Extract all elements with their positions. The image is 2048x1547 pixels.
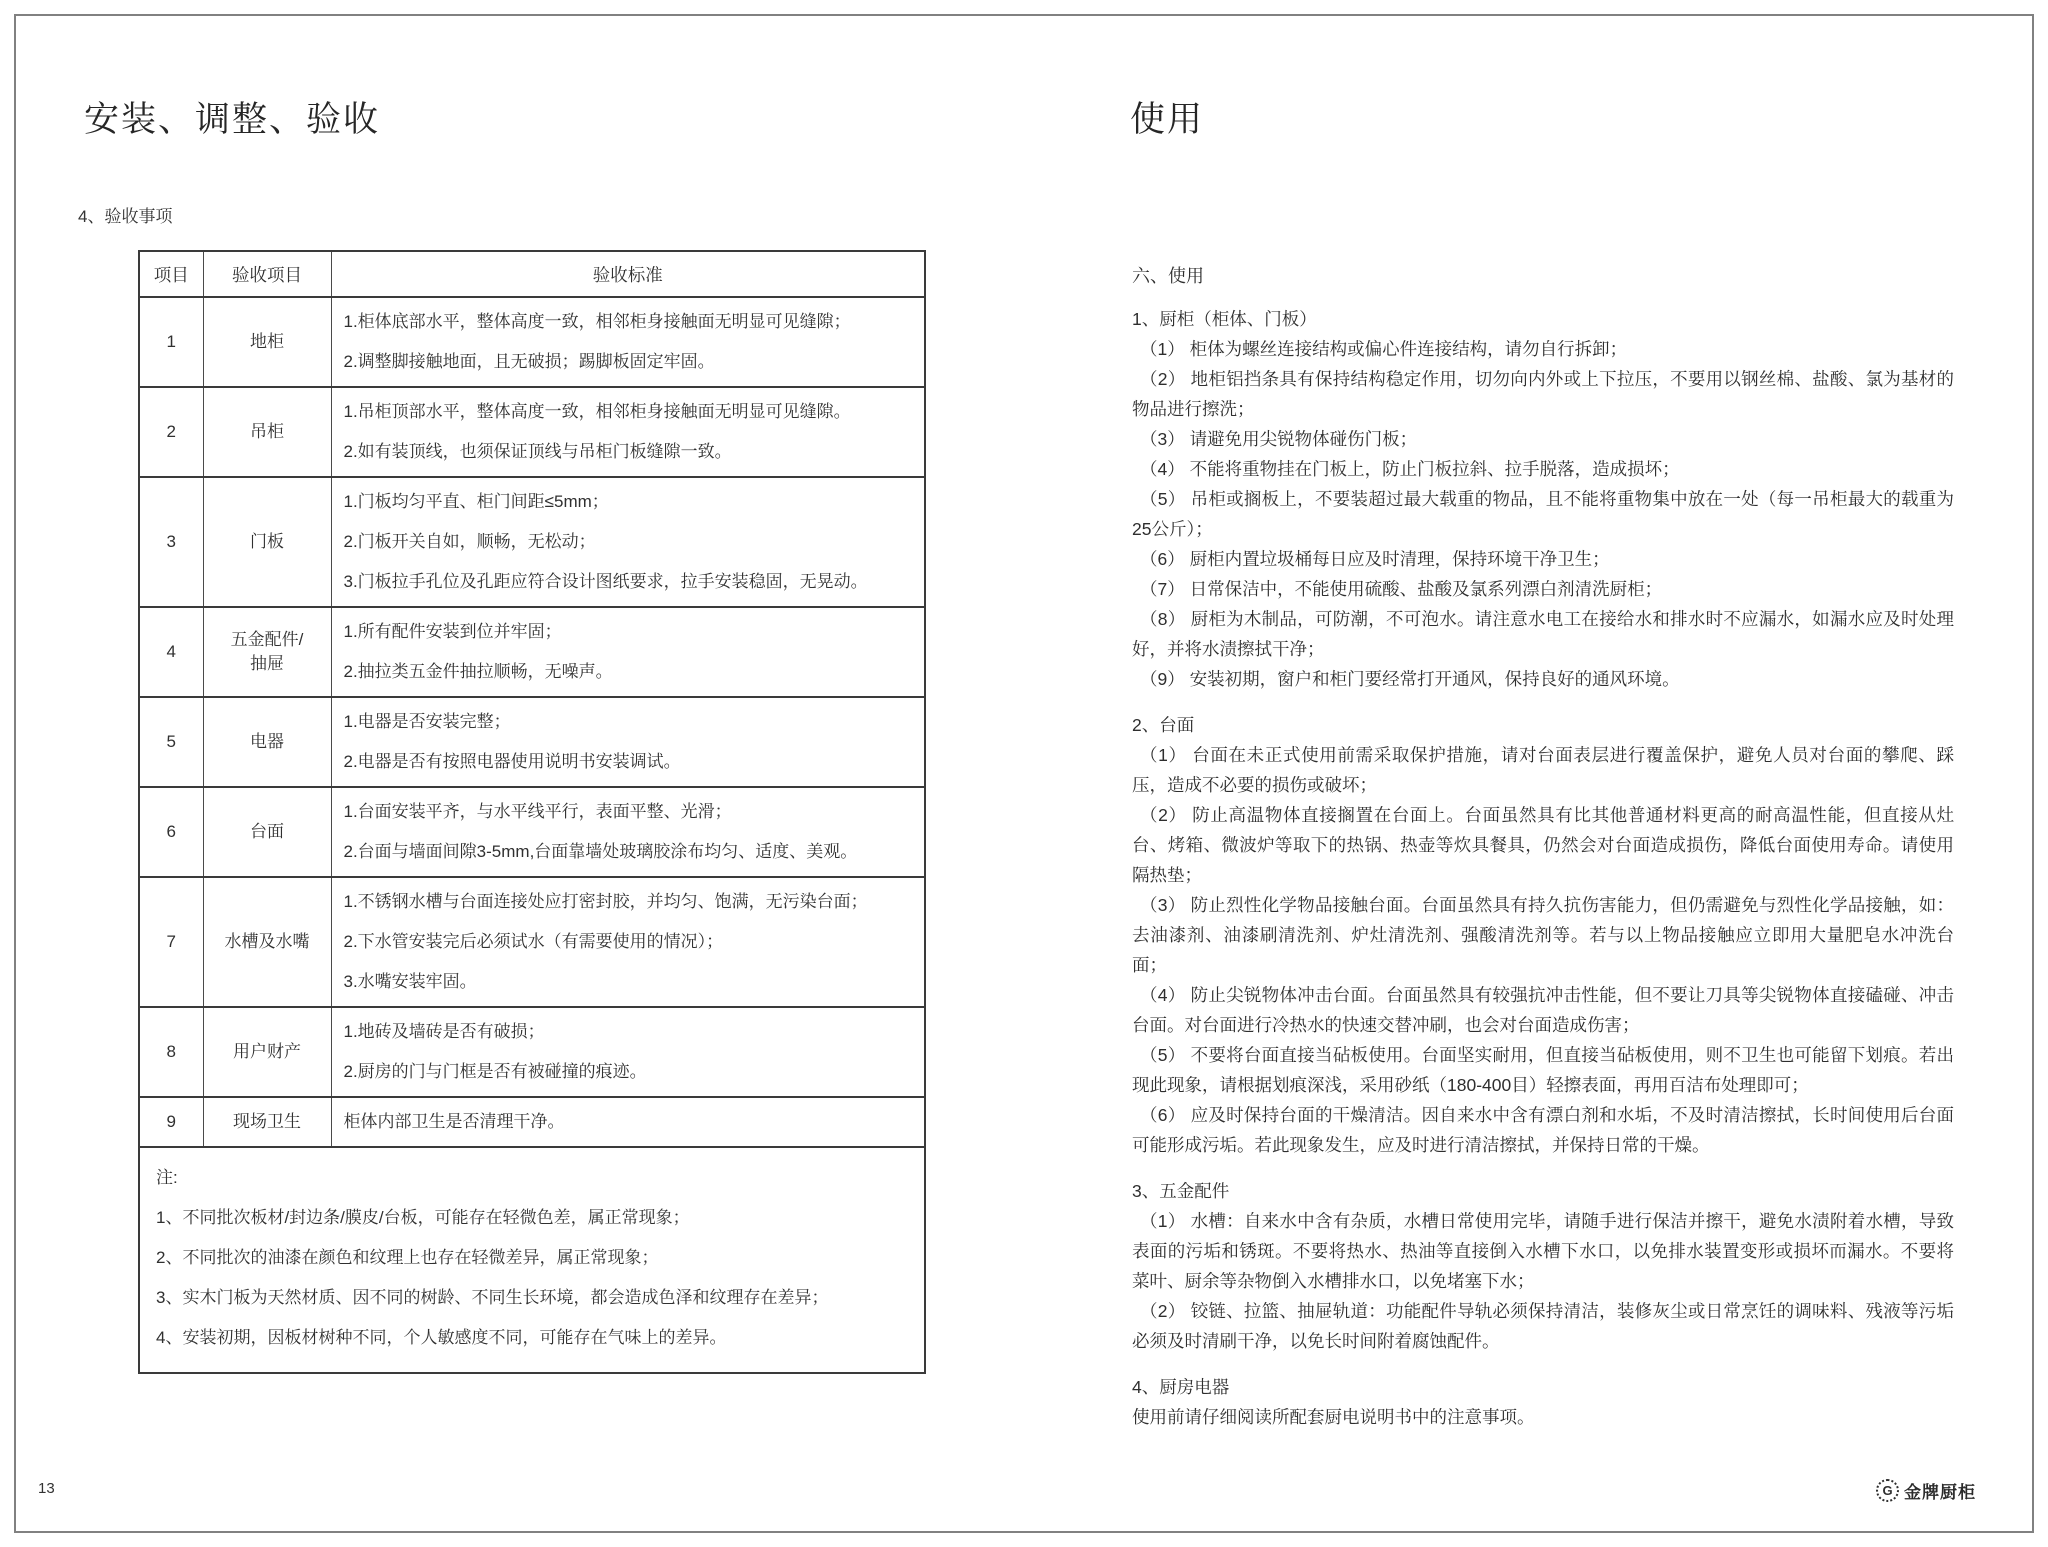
note-item: 2、不同批次的油漆在颜色和纹理上也存在轻微差异，属正常现象； [156,1248,659,1267]
table-row: 1 地柜 1.柜体底部水平，整体高度一致，相邻柜身接触面无明显可见缝隙； 2.调整脚接触地面，且无破损；踢脚板固定牢固。 [139,297,925,387]
usage-item: （1） 柜体为螺丝连接结构或偏心件连接结构，请勿自行拆卸； [1140,339,1628,359]
brand-g-icon: G [1876,1479,1899,1502]
left-section-label: 4、验收事项 [78,207,173,226]
usage-item: （6） 厨柜内置垃圾桶每日应及时清理，保持环境干净卫生； [1140,549,1610,569]
note-item: 3、实木门板为天然材质、因不同的树龄、不同生长环境，都会造成色泽和纹理存在差异； [156,1288,829,1307]
right-page-title: 使用 [1130,100,1205,139]
acceptance-table [138,250,926,1374]
usage-item: （1） 台面在未正式使用前需采取保护措施，请对台面表层进行覆盖保护，避免人员对台面的攀爬、踩压，造成不必要的损伤或破坏； [1132,745,1954,795]
usage-item: （8） 厨柜为木制品，可防潮，不可泡水。请注意水电工在接给水和排水时不应漏水，如漏水应及时处理好，并将水渍擦拭干净； [1132,609,1954,659]
block-heading-hardware: 3、五金配件 [1132,1181,1230,1201]
usage-item: （1） 水槽：自来水中含有杂质，水槽日常使用完毕，请随手进行保洁并擦干，避免水渍附着水槽，导致表面的污垢和锈斑。不要将热水、热油等直接倒入水槽下水口，以免排水装置变形或损坏而漏水。不要将菜叶、厨余等杂物倒入水槽排水口，以免堵塞下水； [1132,1211,1954,1291]
col-header-acceptance-item: 验收项目 [203,251,331,297]
usage-item: （4） 防止尖锐物体冲击台面。台面虽然具有较强抗冲击性能，但不要让刀具等尖锐物体直接磕碰、冲击台面。对台面进行冷热水的快速交替冲刷，也会对台面造成伤害； [1132,985,1954,1035]
usage-item: （5） 吊柜或搁板上，不要装超过最大载重的物品，且不能将重物集中放在一处（每一吊柜最大的载重为25公斤）； [1132,489,1954,539]
table-header-row [139,251,925,297]
note-item: 4、安装初期，因板材树种不同，个人敏感度不同，可能存在气味上的差异。 [156,1328,727,1347]
table-row: 7 水槽及水嘴 1.不锈钢水槽与台面连接处应打密封胶，并均匀、饱满，无污染台面； 2.下水管安装完后必须试水（有需要使用的情况）； 3.水嘴安装牢固。 [139,877,925,1007]
table-row: 5 电器 1.电器是否安装完整； 2.电器是否有按照电器使用说明书安装调试。 [139,697,925,787]
block-heading-appliances: 4、厨房电器 [1132,1377,1230,1397]
left-page-title: 安装、调整、验收 [84,100,381,139]
block-heading-cabinet: 1、厨柜（柜体、门板） [1132,309,1317,329]
col-header-acceptance-standard: 验收标准 [331,251,925,297]
usage-item: （2） 防止高温物体直接搁置在台面上。台面虽然具有比其他普通材料更高的耐高温性能，但直接从灶台、烤箱、微波炉等取下的热锅、热壶等炊具餐具，仍然会对台面造成损伤，降低台面使用寿命。请使用隔热垫； [1132,805,1954,885]
usage-item: （4） 不能将重物挂在门板上，防止门板拉斜、拉手脱落，造成损坏； [1140,459,1680,479]
table-row: 8 用户财产 1.地砖及墙砖是否有破损； 2.厨房的门与门框是否有被碰撞的痕迹。 [139,1007,925,1097]
brand-logo [1876,1478,1976,1503]
usage-item: （2） 铰链、拉篮、抽屉轨道：功能配件导轨必须保持清洁，装修灰尘或日常烹饪的调味料、残液等污垢必须及时清刷干净，以免长时间附着腐蚀配件。 [1132,1301,1954,1351]
usage-item: （2） 地柜铝挡条具有保持结构稳定作用，切勿向内外或上下拉压，不要用以钢丝棉、盐酸、氯为基材的物品进行擦洗； [1132,369,1954,419]
usage-item: 使用前请仔细阅读所配套厨电说明书中的注意事项。 [1132,1407,1535,1427]
usage-body [1132,262,1954,1432]
table-row: 2 吊柜 1.吊柜顶部水平，整体高度一致，相邻柜身接触面无明显可见缝隙。 2.如有装顶线，也须保证顶线与吊柜门板缝隙一致。 [139,387,925,477]
brand-name: 金牌厨柜 [1904,1483,1976,1502]
usage-item: （3） 防止烈性化学物品接触台面。台面虽然具有持久抗伤害能力，但仍需避免与烈性化学品接触，如：去油漆剂、油漆刷清洗剂、炉灶清洗剂、强酸清洗剂等。若与以上物品接触应立即用大量肥皂水冲洗台面； [1132,895,1954,975]
table-row: 9 现场卫生 柜体内部卫生是否清理干净。 [139,1097,925,1147]
usage-item: （7） 日常保洁中，不能使用硫酸、盐酸及氯系列漂白剂清洗厨柜； [1140,579,1663,599]
col-header-item-no: 项目 [139,251,203,297]
note-item: 1、不同批次板材/封边条/膜皮/台板，可能存在轻微色差，属正常现象； [156,1208,690,1227]
usage-item: （6） 应及时保持台面的干燥清洁。因自来水中含有漂白剂和水垢，不及时清洁擦拭，长时间使用后台面可能形成污垢。若此现象发生，应及时进行清洁擦拭，并保持日常的干燥。 [1132,1105,1954,1155]
table-row: 4 五金配件/ 抽屉 1.所有配件安装到位并牢固； 2.抽拉类五金件抽拉顺畅，无噪声。 [139,607,925,697]
notes-label: 注: [156,1168,178,1187]
usage-section-heading: 六、使用 [1132,266,1204,286]
page-number: 13 [38,1480,55,1497]
usage-item: （5） 不要将台面直接当砧板使用。台面坚实耐用，但直接当砧板使用，则不卫生也可能留下划痕。若出现此现象，请根据划痕深浅，采用砂纸（180-400目）轻擦表面，再用百洁布处理即可； [1132,1045,1954,1095]
table-notes-row [139,1147,925,1373]
block-heading-countertop: 2、台面 [1132,715,1195,735]
table-row: 3 门板 1.门板均匀平直、柜门间距≤5mm； 2.门板开关自如，顺畅，无松动； 3.门板拉手孔位及孔距应符合设计图纸要求，拉手安装稳固，无晃动。 [139,477,925,607]
usage-item: （3） 请避免用尖锐物体碰伤门板； [1140,429,1418,449]
table-row: 6 台面 1.台面安装平齐，与水平线平行，表面平整、光滑； 2.台面与墙面间隙3-5mm,台面靠墙处玻璃胶涂布均匀、适度、美观。 [139,787,925,877]
usage-item: （9） 安装初期，窗户和柜门要经常打开通风，保持良好的通风环境。 [1140,669,1680,689]
